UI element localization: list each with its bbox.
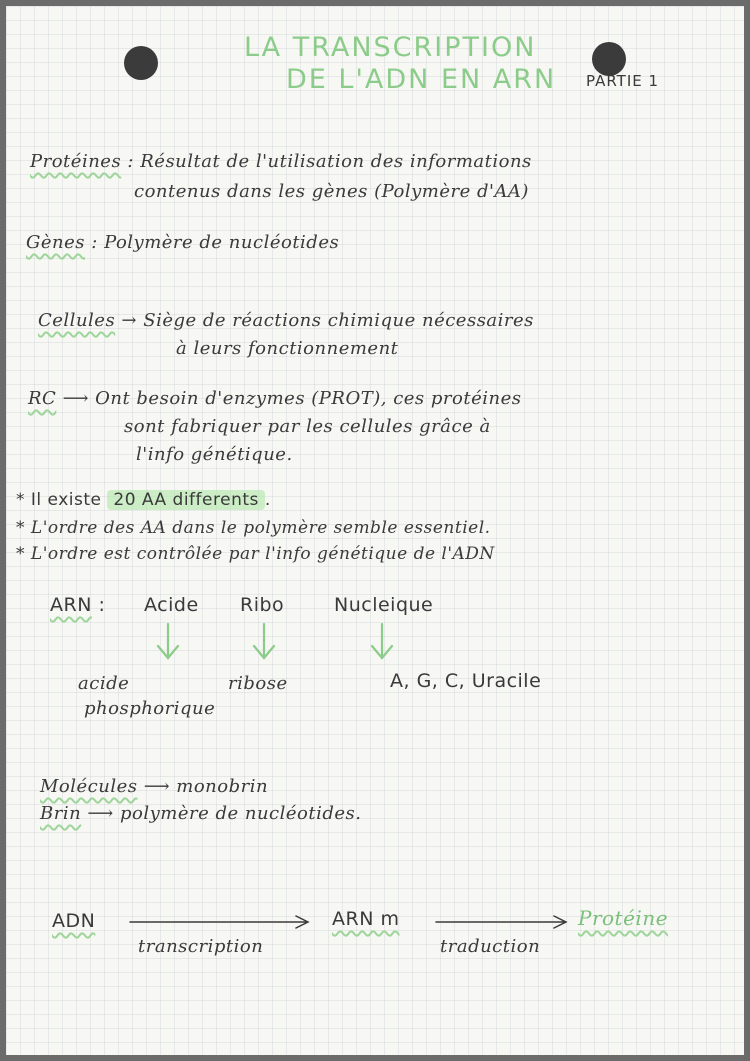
flow-adn: ADN: [52, 910, 96, 932]
bullet-3: * L'ordre est contrôlée par l'info génétique de l'ADN: [16, 544, 495, 564]
flow-traduction: traduction: [440, 936, 541, 957]
definition-text: Ont besoin d'enzymes (PROT), ces protéines: [95, 388, 522, 409]
separator: :: [91, 232, 98, 253]
meaning-acide: acide: [78, 673, 130, 694]
separator: :: [98, 594, 106, 616]
arn-part-acide: Acide: [144, 594, 199, 616]
bullet-2: * L'ordre des AA dans le polymère semble essentiel.: [16, 518, 491, 538]
bullet-prefix: * Il existe: [16, 490, 108, 510]
title-line-2: DE L'ADN EN ARN: [286, 64, 557, 95]
flow-proteine: Protéine: [578, 906, 669, 930]
notebook-page: [6, 6, 744, 1055]
term-rc: RC: [28, 388, 57, 409]
definition-text: Siège de réactions chimique nécessaires: [143, 310, 534, 331]
term-genes: Gènes: [26, 232, 86, 253]
down-arrows: [6, 6, 744, 1055]
definition-cellules-line2: à leurs fonctionnement: [176, 338, 399, 359]
flow-arnm: ARN m: [332, 908, 400, 930]
arrow-transcription: [130, 916, 308, 928]
definition-rc-line3: l'info génétique.: [136, 444, 293, 465]
meaning-ribose: ribose: [228, 673, 288, 694]
title-line-1: LA TRANSCRIPTION: [244, 32, 537, 63]
term-arn: ARN: [50, 594, 92, 616]
definition-proteines-line2: contenus dans les gènes (Polymère d'AA): [134, 181, 529, 202]
bullet-suffix: .: [264, 490, 271, 510]
definition-text: Résultat de l'utilisation des informations: [140, 151, 532, 172]
term-brin: Brin: [40, 803, 82, 824]
arrow: →: [121, 310, 138, 331]
definition-rc-line2: sont fabriquer par les cellules grâce à: [124, 416, 491, 437]
arrow-down-nucleique: [372, 624, 392, 658]
arrow: ⟶: [62, 388, 89, 409]
term-proteines: Protéines: [30, 151, 122, 172]
separator: :: [127, 151, 134, 172]
note-brin: [40, 803, 362, 824]
arn-part-nucleique: Nucleique: [334, 594, 434, 616]
definition-text: Polymère de nucléotides: [104, 232, 340, 253]
term-cellules: Cellules: [38, 310, 116, 331]
bullet-highlight: 20 AA differents: [107, 490, 265, 510]
flow-transcription: transcription: [138, 936, 264, 957]
arrow-down-ribo: [254, 624, 274, 658]
note-text: monobrin: [176, 776, 269, 797]
title-part: PARTIE 1: [586, 72, 660, 90]
arrow: ⟶: [143, 776, 171, 797]
arn-part-ribo: Ribo: [240, 594, 285, 616]
note-text: polymère de nucléotides.: [119, 803, 362, 824]
meaning-phosphorique: phosphorique: [84, 698, 216, 719]
term-molecules: Molécules: [40, 776, 138, 797]
meaning-bases: A, G, C, Uracile: [390, 670, 542, 692]
note-molecules: [40, 776, 268, 797]
arrow-traduction: [436, 916, 566, 928]
arrow: ⟶: [87, 803, 114, 824]
arrow-down-acide: [158, 624, 178, 658]
